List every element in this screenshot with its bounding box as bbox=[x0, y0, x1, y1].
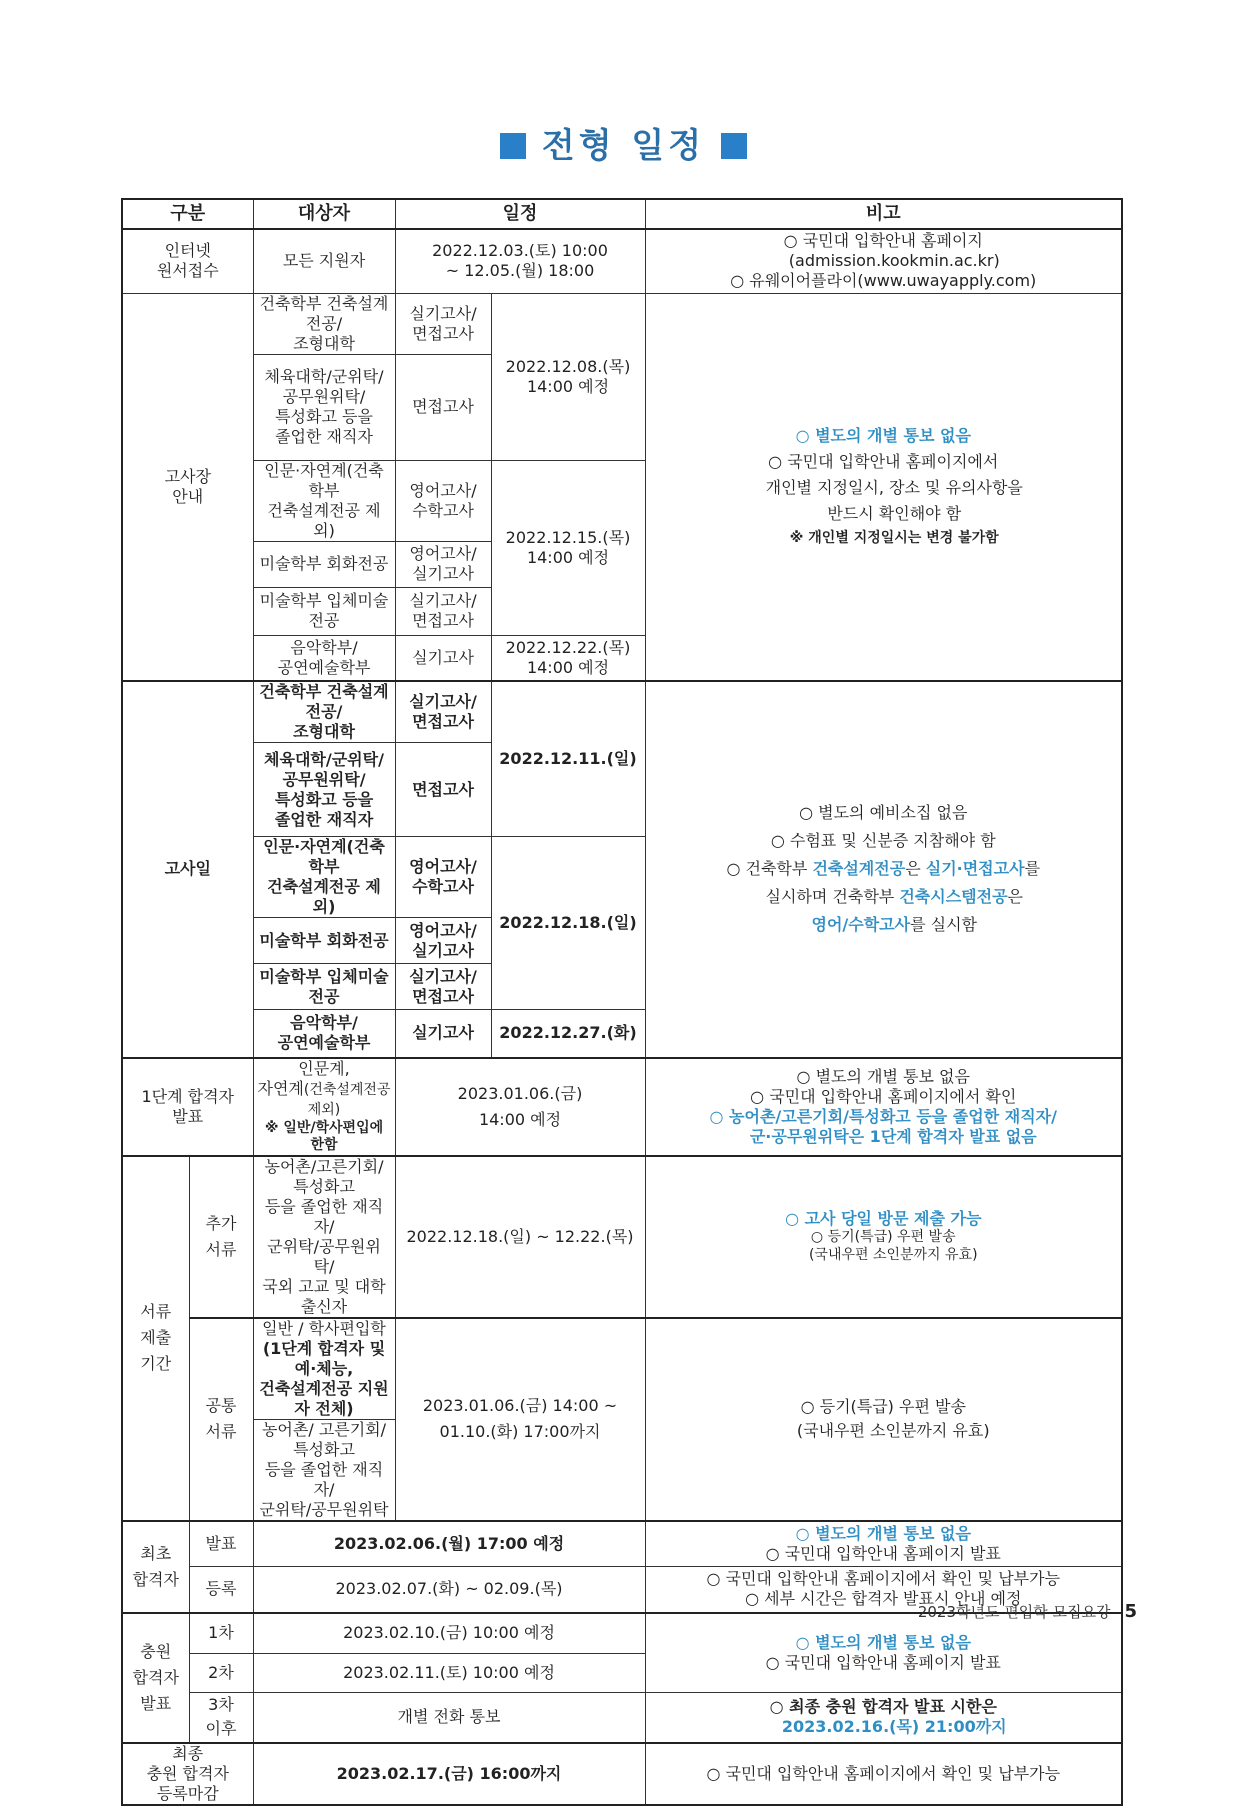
target-cell: 체육대학/군위탁/ 공무원위탁/ 특성화고 등을 졸업한 재직자 bbox=[253, 743, 395, 837]
schedule-cell: 2023.02.07.(화) ~ 02.09.(목) bbox=[253, 1567, 645, 1613]
category-cell: 1단계 합격자 발표 bbox=[122, 1058, 253, 1156]
schedule-cell: 2022.12.11.(일) bbox=[491, 681, 645, 837]
exam-type-cell: 실기고사 bbox=[395, 1010, 491, 1058]
target-cell: 음악학부/ 공연예술학부 bbox=[253, 1010, 395, 1058]
target-cell: 미술학부 입체미술전공 bbox=[253, 964, 395, 1010]
category-cell: 고사일 bbox=[122, 681, 253, 1058]
target-cell: 농어촌/ 고른기회/ 특성화고 등을 졸업한 재직자/ 군위탁/공무원위탁 bbox=[253, 1419, 395, 1521]
target-cell: 인문·자연계(건축학부 건축설계전공 제외) bbox=[253, 460, 395, 541]
category-cell: 인터넷 원서접수 bbox=[122, 229, 253, 293]
target-cell: 체육대학/군위탁/ 공무원위탁/ 특성화고 등을 졸업한 재직자 bbox=[253, 354, 395, 460]
subcategory-cell: 발표 bbox=[189, 1521, 253, 1567]
schedule-cell: 2023.01.06.(금) 14:00 ~ 01.10.(화) 17:00까지 bbox=[395, 1318, 645, 1521]
schedule-cell: 2023.02.17.(금) 16:00까지 bbox=[253, 1743, 645, 1805]
target-cell: 인문·자연계(건축학부 건축설계전공 제외) bbox=[253, 837, 395, 918]
table-row bbox=[122, 293, 1122, 354]
schedule-cell: 2023.01.06.(금) 14:00 예정 bbox=[395, 1058, 645, 1156]
note-cell: ○ 별도의 예비소집 없음 ○ 수험표 및 신분증 지참해야 함 ○ 건축학부 건축설계전공은 실기·면접고사를 실시하며 건축학부 건축시스템전공은 영어/수학고사를 실시함 bbox=[645, 681, 1122, 1058]
exam-type-cell: 영어고사/ 실기고사 bbox=[395, 918, 491, 964]
category-cell: 서류 제출 기간 bbox=[122, 1156, 189, 1521]
note-cell: ○ 국민대 입학안내 홈페이지 (admission.kookmin.ac.kr) ○ 유웨이어플라이(www.uwayapply.com) bbox=[645, 229, 1122, 293]
target-cell: 미술학부 회화전공 bbox=[253, 541, 395, 587]
subcategory-cell: 1차 bbox=[189, 1613, 253, 1654]
schedule-cell: 2022.12.18.(일) ~ 12.22.(목) bbox=[395, 1156, 645, 1318]
note-cell: ○ 별도의 개별 통보 없음 ○ 국민대 입학안내 홈페이지 발표 bbox=[645, 1521, 1122, 1567]
exam-type-cell: 영어고사/ 수학고사 bbox=[395, 460, 491, 541]
target-cell: 음악학부/ 공연예술학부 bbox=[253, 635, 395, 681]
schedule-cell: 2022.12.15.(목) 14:00 예정 bbox=[491, 460, 645, 635]
schedule-cell: 2023.02.11.(토) 10:00 예정 bbox=[253, 1654, 645, 1693]
schedule-cell: 2022.12.22.(목) 14:00 예정 bbox=[491, 635, 645, 681]
category-cell: 최초 합격자 bbox=[122, 1521, 189, 1613]
category-cell: 최종 충원 합격자 등록마감 bbox=[122, 1743, 253, 1805]
target-cell: 모든 지원자 bbox=[253, 229, 395, 293]
square-icon bbox=[500, 133, 526, 159]
exam-type-cell: 면접고사 bbox=[395, 354, 491, 460]
target-cell: 인문계, 자연계(건축설계전공 제외) ※ 일반/학사편입에 한함 bbox=[253, 1058, 395, 1156]
exam-type-cell: 영어고사/ 실기고사 bbox=[395, 541, 491, 587]
header-row bbox=[122, 199, 1122, 229]
note-cell: ○ 국민대 입학안내 홈페이지에서 확인 및 납부가능 bbox=[645, 1743, 1122, 1805]
exam-type-cell: 면접고사 bbox=[395, 743, 491, 837]
subcategory-cell: 3차 이후 bbox=[189, 1693, 253, 1743]
target-cell: 일반 / 학사편입학 (1단계 합격자 및 예·체능, 건축설계전공 지원자 전체) bbox=[253, 1318, 395, 1420]
note-cell: ○ 별도의 개별 통보 없음 ○ 국민대 입학안내 홈페이지에서 개인별 지정일시, 장소 및 유의사항을 반드시 확인해야 함 ※ 개인별 지정일시는 변경 불가함 bbox=[645, 293, 1122, 681]
note-cell: ○ 최종 충원 합격자 발표 시한은 2023.02.16.(목) 21:00까지 bbox=[645, 1693, 1122, 1743]
target-cell: 건축학부 건축설계전공/ 조형대학 bbox=[253, 681, 395, 743]
table-row bbox=[122, 1743, 1122, 1805]
table-row bbox=[122, 681, 1122, 743]
category-cell: 고사장 안내 bbox=[122, 293, 253, 681]
exam-type-cell: 실기고사/ 면접고사 bbox=[395, 681, 491, 743]
note-cell: ○ 등기(특급) 우편 발송 (국내우편 소인분까지 유효) bbox=[645, 1318, 1122, 1521]
header-category: 구분 bbox=[122, 199, 253, 229]
target-cell: 미술학부 입체미술전공 bbox=[253, 587, 395, 635]
note-cell: ○ 국민대 입학안내 홈페이지에서 확인 및 납부가능 ○ 세부 시간은 합격자 발표시 안내 예정 bbox=[645, 1567, 1122, 1613]
square-icon bbox=[721, 133, 747, 159]
target-cell: 건축학부 건축설계전공/ 조형대학 bbox=[253, 293, 395, 354]
page-footer: 2023학년도 편입학 모집요강 5 bbox=[917, 1601, 1137, 1622]
header-note: 비고 bbox=[645, 199, 1122, 229]
schedule-cell: 2022.12.03.(토) 10:00 ~ 12.05.(월) 18:00 bbox=[395, 229, 645, 293]
subcategory-cell: 2차 bbox=[189, 1654, 253, 1693]
schedule-cell: 2022.12.18.(일) bbox=[491, 837, 645, 1010]
target-cell: 미술학부 회화전공 bbox=[253, 918, 395, 964]
schedule-table bbox=[121, 198, 1123, 1806]
note-cell: ○ 고사 당일 방문 제출 가능 ○ 등기(특급) 우편 발송 (국내우편 소인분까지 유효) bbox=[645, 1156, 1122, 1318]
table-row bbox=[122, 1058, 1122, 1156]
exam-type-cell: 영어고사/ 수학고사 bbox=[395, 837, 491, 918]
schedule-cell: 2022.12.27.(화) bbox=[491, 1010, 645, 1058]
table-row bbox=[122, 1693, 1122, 1743]
schedule-cell: 2022.12.08.(목) 14:00 예정 bbox=[491, 293, 645, 460]
table-row bbox=[122, 229, 1122, 293]
exam-type-cell: 실기고사/ 면접고사 bbox=[395, 293, 491, 354]
header-target: 대상자 bbox=[253, 199, 395, 229]
table-row bbox=[122, 1156, 1122, 1318]
subcategory-cell: 추가 서류 bbox=[189, 1156, 253, 1318]
exam-type-cell: 실기고사/ 면접고사 bbox=[395, 964, 491, 1010]
header-schedule: 일정 bbox=[395, 199, 645, 229]
target-cell: 농어촌/고른기회/특성화고 등을 졸업한 재직자/ 군위탁/공무원위탁/ 국외 고교 및 대학 출신자 bbox=[253, 1156, 395, 1318]
category-cell: 충원 합격자 발표 bbox=[122, 1613, 189, 1743]
page-title: 전형 일정 bbox=[0, 118, 1247, 167]
exam-type-cell: 실기고사/ 면접고사 bbox=[395, 587, 491, 635]
schedule-cell: 2023.02.10.(금) 10:00 예정 bbox=[253, 1613, 645, 1654]
table-row bbox=[122, 1521, 1122, 1567]
note-cell: ○ 별도의 개별 통보 없음 ○ 국민대 입학안내 홈페이지에서 확인 ○ 농어촌/고른기회/특성화고 등을 졸업한 재직자/ 군·공무원위탁은 1단계 합격자 발표 없음 bbox=[645, 1058, 1122, 1156]
schedule-cell: 개별 전화 통보 bbox=[253, 1693, 645, 1743]
schedule-cell: 2023.02.06.(월) 17:00 예정 bbox=[253, 1521, 645, 1567]
note-cell: ○ 별도의 개별 통보 없음 ○ 국민대 입학안내 홈페이지 발표 bbox=[645, 1613, 1122, 1693]
subcategory-cell: 공통 서류 bbox=[189, 1318, 253, 1521]
page-number: 5 bbox=[1124, 1601, 1137, 1622]
subcategory-cell: 등록 bbox=[189, 1567, 253, 1613]
table-row bbox=[122, 1318, 1122, 1420]
exam-type-cell: 실기고사 bbox=[395, 635, 491, 681]
